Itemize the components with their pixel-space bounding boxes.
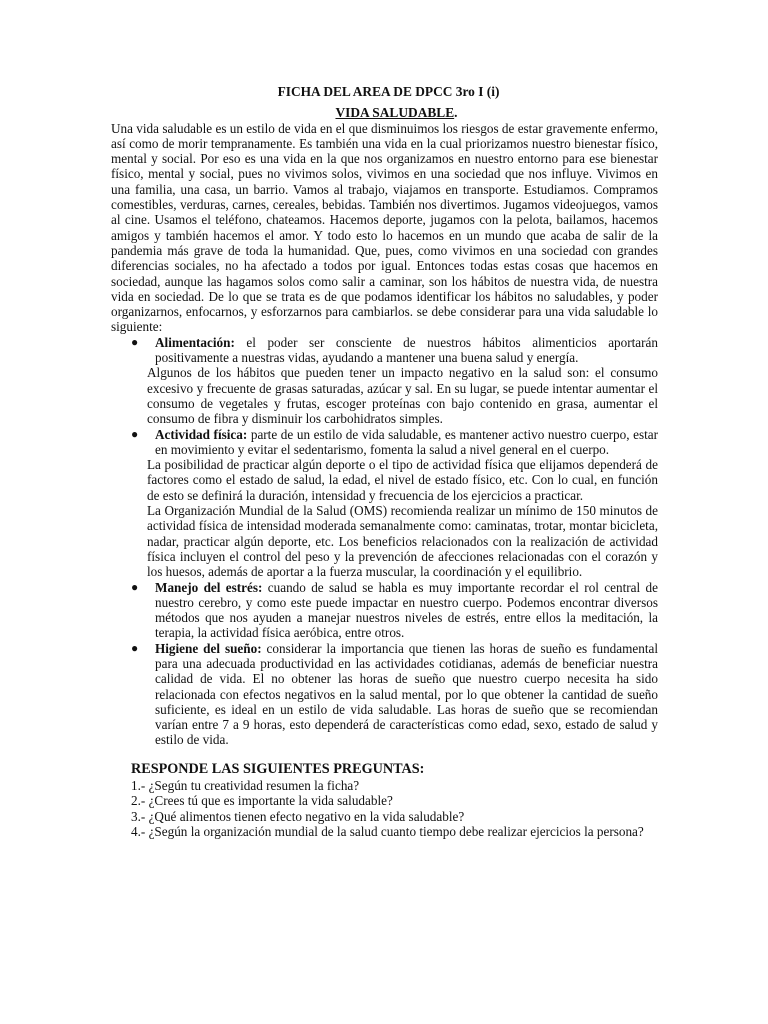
document-title: FICHA DEL AREA DE DPCC 3ro I (i) [277,84,500,99]
list-item-manejo-estres [111,580,658,641]
list-item-body: cuando de salud se habla es muy importante recordar el rol central de nuestro cerebro, y como este puede impactar en nuestro cuerpo. Podemos encontrar diversos métodos que nos ayuden a manejar nuestros niveles de estrés, entre ellos la meditación, la terapia, la actividad física aeróbica, entre otros. [155,579,658,641]
bullet-icon: ● [131,579,139,594]
subtitle-text: VIDA SALUDABLE [335,105,455,121]
document-subtitle [111,105,658,120]
question-item: 1.- ¿Según tu creatividad resumen la ficha? [131,778,360,794]
paragraph: Algunos de los hábitos que pueden tener un impacto negativo en la salud son: el consumo excesivo y frecuente de grasas saturadas, azúcar y sal. En su lugar, se puede intentar aumentar el consumo de vegetales y frutas, escoger proteínas con bajo contenido en grasa, aumentar el consumo de fibra y disminuir los carbohidratos simples. [147,365,658,427]
list-item-text [155,427,658,458]
paragraph: La posibilidad de practicar algún deporte o el tipo de actividad física que elijamos dependerá de factores como el estado de salud, la edad, el nivel de estado físico, etc. Con lo cual, en función de esto se definirá la duración, intensidad y frecuencia de los ejercicios a practicar. [147,457,658,503]
list-item-body: considerar la importancia que tienen las horas de sueño es fundamental para una adecuada productividad en las actividades cotidianas, además de beneficiar nuestra calidad de vida. El no obtener las horas de sueño que nuestro cuerpo necesita ha sido relacionada con efectos negativos en la salud mental, por lo que obtener la cantidad de sueño suficiente, es ideal en un estilo de vida saludable. Las horas de sueño que se recomiendan varían entre 7 a 9 horas, esto dependerá de características como edad, sexo, estado de salud y estilo de vida. [155,640,658,748]
bullet-icon: ● [131,334,139,349]
list-item-text [155,580,658,641]
bullet-icon: ● [131,426,139,441]
list-item-text [155,335,658,366]
list-item-lead: Actividad física: [155,426,248,442]
list-item-alimentacion [111,335,658,366]
questions-heading: RESPONDE LAS SIGUIENTES PREGUNTAS: [131,760,425,777]
list-item-text [155,641,658,748]
list-item-body: el poder ser consciente de nuestros hábitos alimenticios aportarán positivamente a nuestras vidas, ayudando a mantener una buena salud y energía. [155,334,658,366]
intro-paragraph: Una vida saludable es un estilo de vida en el que disminuimos los riesgos de estar gravemente enfermo, así como de morir tempranamente. Es también una vida en la cual priorizamos nuestro bienestar físico, mental y social. Por eso es una vida en la que nos organizamos en nuestro entorno para ese bienestar físico, mental y social, pues no vivimos solos, vivimos en una sociedad que nos influye. Vivimos en una familia, una casa, un barrio. Vamos al trabajo, viajamos en transporte. Estudiamos. Compramos comestibles, verduras, carnes, cereales, bebidas. También nos divertimos. Jugamos videojuegos, vamos al cine. Usamos el teléfono, chateamos. Hacemos deporte, jugamos con la pelota, bailamos, hacemos amigos y también hacemos el amor. Y todo esto lo hacemos en un mundo que acaba de salir de la pandemia más grave de toda la humanidad. Que, pues, como vivimos en una sociedad con grandes diferencias sociales, no ha afectado a todos por igual. Entonces todas estas cosas que hacemos en sociedad, aunque las hagamos solos como salir a caminar, son los hábitos de nuestra vida, de nuestra vida en sociedad. De lo que se trata es de que podamos identificar los hábitos no saludables, y poder organizarnos, enfocarnos, y esforzarnos para cambiarlos. se debe considerar para una vida saludable lo siguiente: [111,120,658,335]
paragraph: La Organización Mundial de la Salud (OMS) recomienda realizar un mínimo de 150 minutos de actividad física de intensidad moderada semanalmente como: caminatas, trotar, montar bicicleta, nadar, practicar algún deporte, etc. Los beneficios relacionados con la realización de actividad física incluyen el control del peso y la prevención de afecciones relacionadas con el corazón y los huesos, además de aportar a la fuerza muscular, la coordinación y el equilibrio. [147,503,658,580]
bullet-icon: ● [131,640,139,655]
list-item-actividad-fisica [111,427,658,458]
list-item-lead: Manejo del estrés: [155,579,263,595]
subtitle-punct: . [454,105,458,121]
list-item-body: parte de un estilo de vida saludable, es mantener activo nuestro cuerpo, estar en movimiento y evitar el sedentarismo, fomenta la salud a nivel general en el cuerpo. [155,426,658,457]
question-item: 2.- ¿Crees tú que es importante la vida saludable? [131,793,393,809]
question-item: 4.- ¿Según la organización mundial de la salud cuanto tiempo debe realizar ejercicios la persona? [131,823,644,839]
document-body [111,84,658,839]
list-item-lead: Alimentación: [155,334,235,350]
list-item-lead: Higiene del sueño: [155,640,262,656]
question-item: 3.- ¿Qué alimentos tienen efecto negativo en la vida saludable? [131,808,465,824]
list-item-higiene-sueno [111,641,658,748]
